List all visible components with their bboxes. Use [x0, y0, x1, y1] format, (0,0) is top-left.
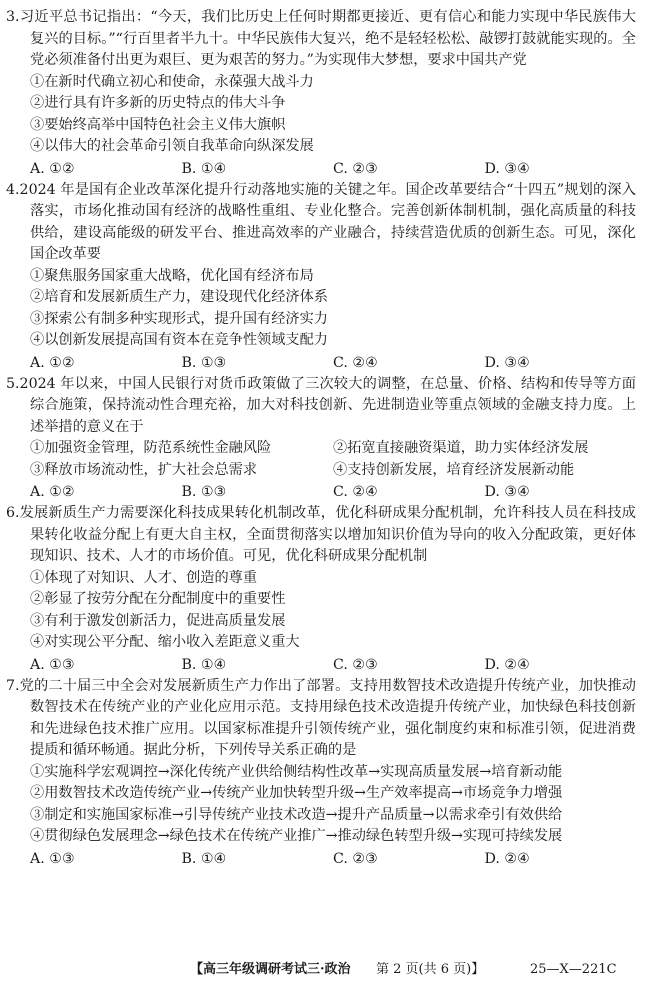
footer-exam-title: 【高三年级调研考试三·政治 — [190, 962, 351, 977]
statement-4: ④以伟大的社会革命引领自我革命向纵深发展 — [30, 138, 314, 154]
question-number: 3. — [6, 9, 20, 25]
statement-3: ③释放市场流动性，扩大社会总需求 — [30, 461, 258, 478]
statement-row — [30, 460, 636, 482]
question-number: 4. — [6, 181, 20, 198]
option-b: B. ①③ — [181, 484, 227, 500]
option-a: A. ①② — [30, 160, 75, 177]
option-b: B. ①④ — [181, 850, 227, 867]
statement-3: ③要始终高举中国特色社会主义伟大旗帜 — [30, 116, 286, 133]
answer-options — [30, 848, 636, 870]
question-number: 6. — [6, 505, 20, 521]
answer-options — [30, 654, 636, 676]
statement-4: ④以创新发展提高国有资本在竞争性领域支配力 — [30, 332, 328, 348]
statement-2: ②进行具有许多新的历史特点的伟大斗争 — [30, 95, 286, 111]
option-d: D. ③④ — [484, 160, 530, 177]
answer-options — [30, 158, 636, 180]
question-6 — [6, 503, 636, 676]
statement-2: ②拓宽直接融资渠道，助力实体经济发展 — [333, 440, 589, 456]
question-7 — [6, 676, 636, 870]
question-number: 5. — [6, 375, 20, 392]
option-b: B. ①④ — [181, 160, 227, 177]
statement-2: ②培育和发展新质生产力，建设现代化经济体系 — [30, 289, 328, 305]
question-5 — [6, 374, 636, 504]
question-stem: 4.2024 年是国有企业改革深化提升行动落地实施的关键之年。国企改革要结合“十四五”规划的深入落实，市场化推动国有经济的战略性重组、专业化整合。完善创新体制机制，强化高质量的科技供给，建设高能级的研发平台、推进高效率的产业融合，持续营造优质的创新生态。可见，深化国企改革要 — [6, 181, 636, 262]
statement-2: ②彰显了按劳分配在分配制度中的重要性 — [30, 591, 286, 607]
statement-4: ④对实现公平分配、缩小收入差距意义重大 — [30, 634, 300, 650]
statement-row — [30, 438, 636, 460]
question-stem: 7.党的二十届三中全会对发展新质生产力作出了部署。支持用数智技术改造提升传统产业，加快推动数智技术在传统产业的产业化应用示范。支持用绿色技术改造提升传统产业，加快绿色科技创新和先进绿色技术推广应用。以国家标准提升引领传统产业，强化制度约束和标准引领，促进消费提质和循环畅通。据此分析，下列传导关系正确的是 — [6, 677, 636, 758]
statement-1: ①聚焦服务国家重大战略，优化国有经济布局 — [30, 267, 314, 284]
answer-options — [30, 352, 636, 374]
question-3 — [6, 7, 636, 180]
option-c: C. ②④ — [333, 354, 378, 371]
question-stem: 5.2024 年以来，中国人民银行对货币政策做了三次较大的调整，在总量、价格、结构和传导等方面综合施策，保持流动性合理充裕，加大对科技创新、先进制造业等重点领域的金融支持力度。上述举措的意义在于 — [6, 375, 636, 435]
option-a: A. ①② — [30, 354, 75, 371]
statement-1: ①在新时代确立初心和使命，永葆强大战斗力 — [30, 73, 314, 90]
footer-page-number: 第 2 页(共 6 页)】 — [376, 962, 485, 977]
statement-3: ③制定和实施国家标准→引导传统产业技术改造→提升产品质量→以需求牵引有效供给 — [30, 806, 563, 823]
statement-1: ①实施科学宏观调控→深化传统产业供给侧结构性改革→实现高质量发展→培育新动能 — [30, 763, 563, 780]
question-4 — [6, 180, 636, 374]
option-c: C. ②③ — [333, 656, 378, 673]
option-c: C. ②④ — [333, 484, 378, 500]
question-number: 7. — [6, 677, 20, 694]
question-stem: 3.习近平总书记指出：“今天，我们比历史上任何时期都更接近、更有信心和能力实现中华民族伟大复兴的目标。”“行百里者半九十。中华民族伟大复兴，绝不是轻轻松松、敲锣打鼓就能实现的。全党必须准备付出更为艰巨、更为艰苦的努力。”为实现伟大梦想，要求中国共产党 — [6, 9, 636, 68]
statement-1: ①体现了对知识、人才、创造的尊重 — [30, 569, 258, 586]
option-d: D. ②④ — [484, 656, 530, 673]
statement-3: ③探索公有制多种实现形式，提升国有经济实力 — [30, 310, 328, 327]
option-c: C. ②③ — [333, 160, 378, 177]
option-d: D. ②④ — [484, 850, 530, 867]
option-b: B. ①③ — [181, 354, 227, 371]
option-b: B. ①④ — [181, 656, 227, 673]
footer-paper-code: 25—X—221C — [530, 962, 617, 977]
statement-3: ③有利于激发创新活力，促进高质量发展 — [30, 612, 286, 629]
option-c: C. ②③ — [333, 850, 378, 867]
answer-options — [30, 481, 636, 503]
statement-1: ①加强资金管理，防范系统性金融风险 — [30, 440, 272, 456]
statement-4: ④贯彻绿色发展理念→绿色技术在传统产业推广→推动绿色转型升级→实现可持续发展 — [30, 828, 563, 844]
option-d: D. ③④ — [484, 484, 530, 500]
statement-2: ②用数智技术改造传统产业→传统产业加快转型升级→生产效率提高→市场竞争力增强 — [30, 785, 563, 801]
option-d: D. ③④ — [484, 354, 530, 371]
statement-4: ④支持创新发展，培育经济发展新动能 — [333, 461, 575, 478]
question-stem: 6.发展新质生产力需要深化科技成果转化机制改革，优化科研成果分配机制，允许科技人员在科技成果转化收益分配上有更大自主权，全面贯彻落实以增加知识价值为导向的收入分配政策，更好体现知识、技术、人才的市场价值。可见，优化科研成果分配机制 — [6, 505, 636, 564]
option-a: A. ①② — [30, 484, 75, 500]
option-a: A. ①③ — [30, 656, 75, 673]
option-a: A. ①③ — [30, 850, 75, 867]
